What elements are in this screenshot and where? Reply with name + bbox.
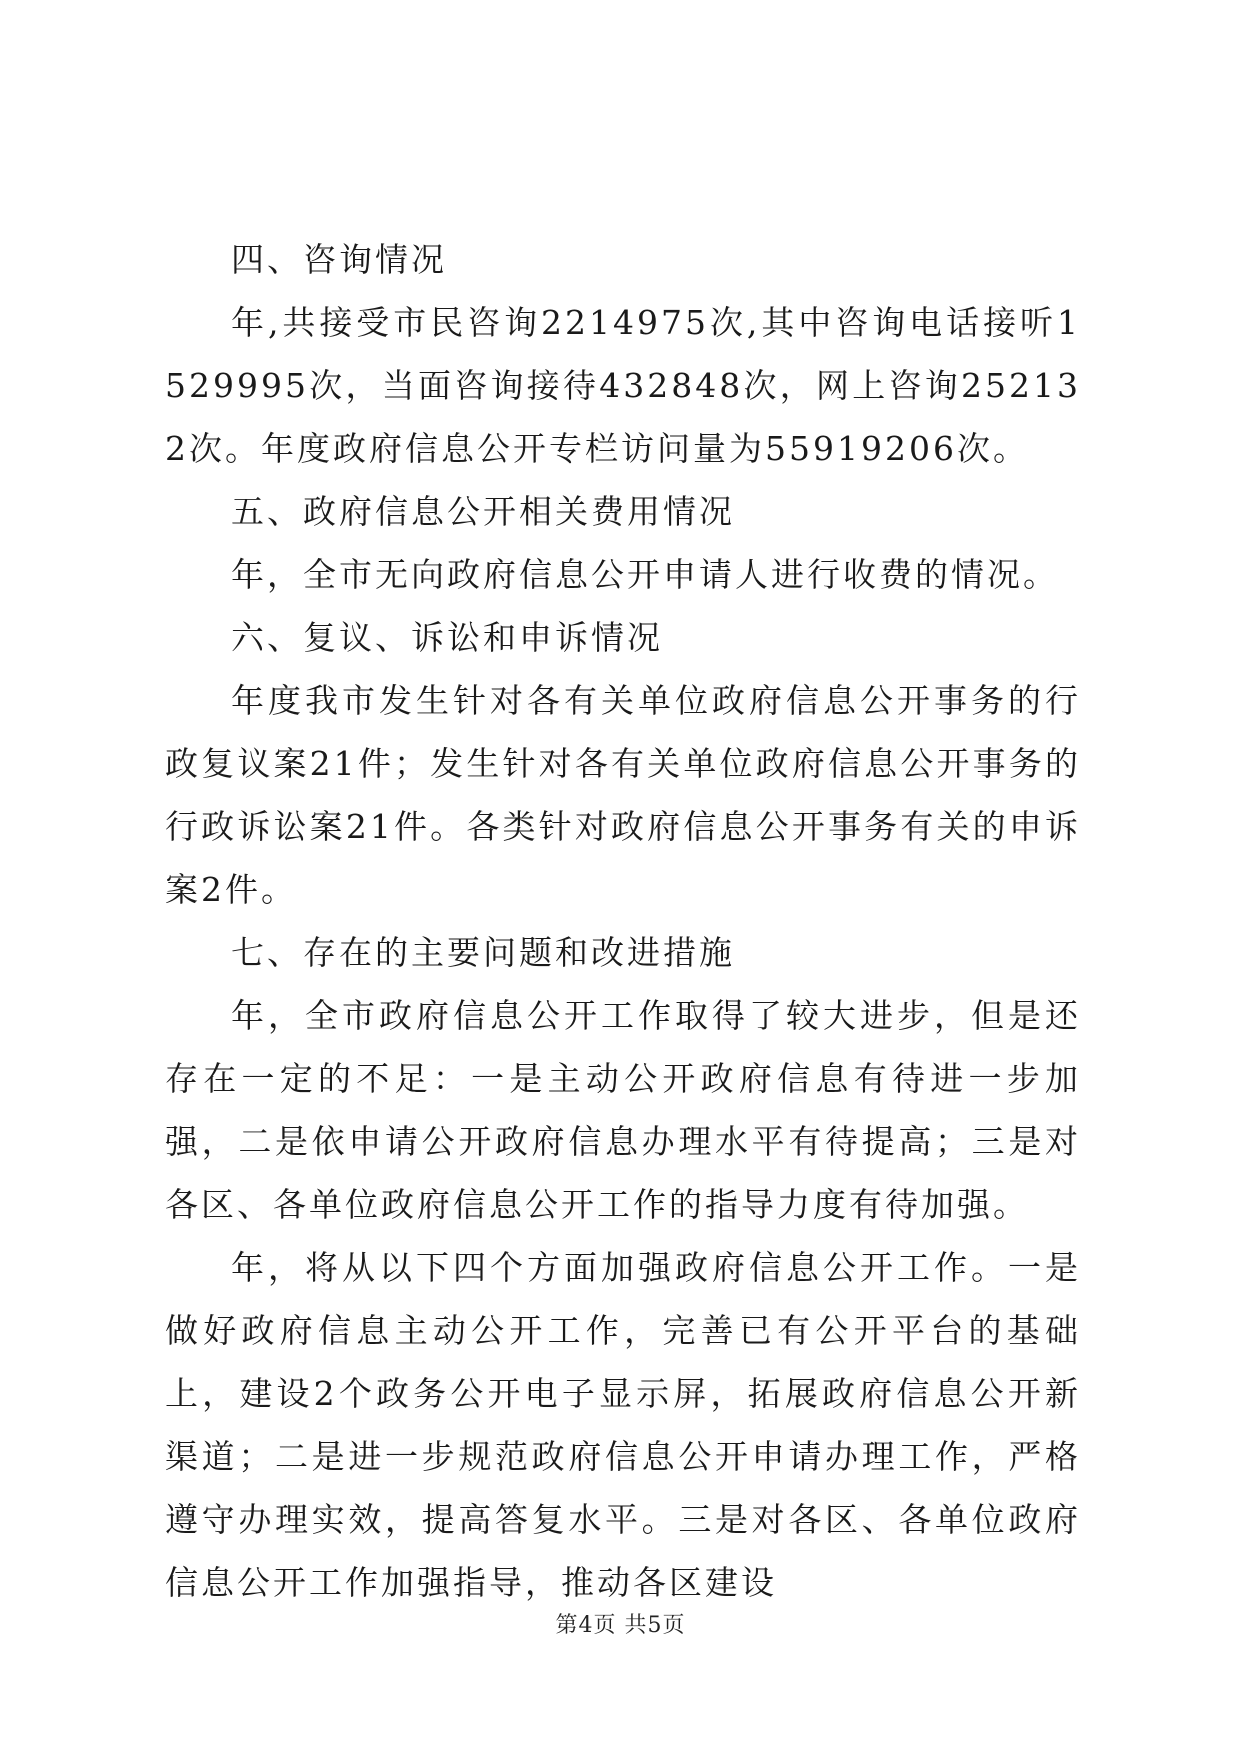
section-body-problems: 年，全市政府信息公开工作取得了较大进步，但是还存在一定的不足：一是主动公开政府信息有待进一步加强，二是依申请公开政府信息办理水平有待提高；三是对各区、各单位政府信息公开工作的指导力度有待加强。 (165, 996, 1081, 1224)
section-body-appeals: 年度我市发生针对各有关单位政府信息公开事务的行政复议案21件；发生针对各有关单位政府信息公开事务的行政诉讼案21件。各类针对政府信息公开事务有关的申诉案2件。 (165, 681, 1081, 909)
section-heading-fees: 五、政府信息公开相关费用情况 (231, 492, 735, 531)
section-heading-appeals: 六、复议、诉讼和申诉情况 (231, 618, 663, 657)
page-footer: 第4页 共5页 (555, 1613, 686, 1638)
section-heading-problems: 七、存在的主要问题和改进措施 (231, 933, 735, 972)
section-body-fees: 年，全市无向政府信息公开申请人进行收费的情况。 (231, 555, 1059, 594)
section-body-consultation: 年,共接受市民咨询2214975次,其中咨询电话接听1529995次，当面咨询接待432848次，网上咨询252132次。年度政府信息公开专栏访问量为55919206次。 (165, 303, 1081, 468)
document-body (165, 228, 1081, 1614)
section-heading-consultation: 四、咨询情况 (231, 240, 447, 279)
section-body-improvements: 年，将从以下四个方面加强政府信息公开工作。一是做好政府信息主动公开工作，完善已有公开平台的基础上，建设2个政务公开电子显示屏，拓展政府信息公开新渠道；二是进一步规范政府信息公开申请办理工作，严格遵守办理实效，提高答复水平。三是对各区、各单位政府信息公开工作加强指导，推动各区建设 (165, 1248, 1081, 1602)
